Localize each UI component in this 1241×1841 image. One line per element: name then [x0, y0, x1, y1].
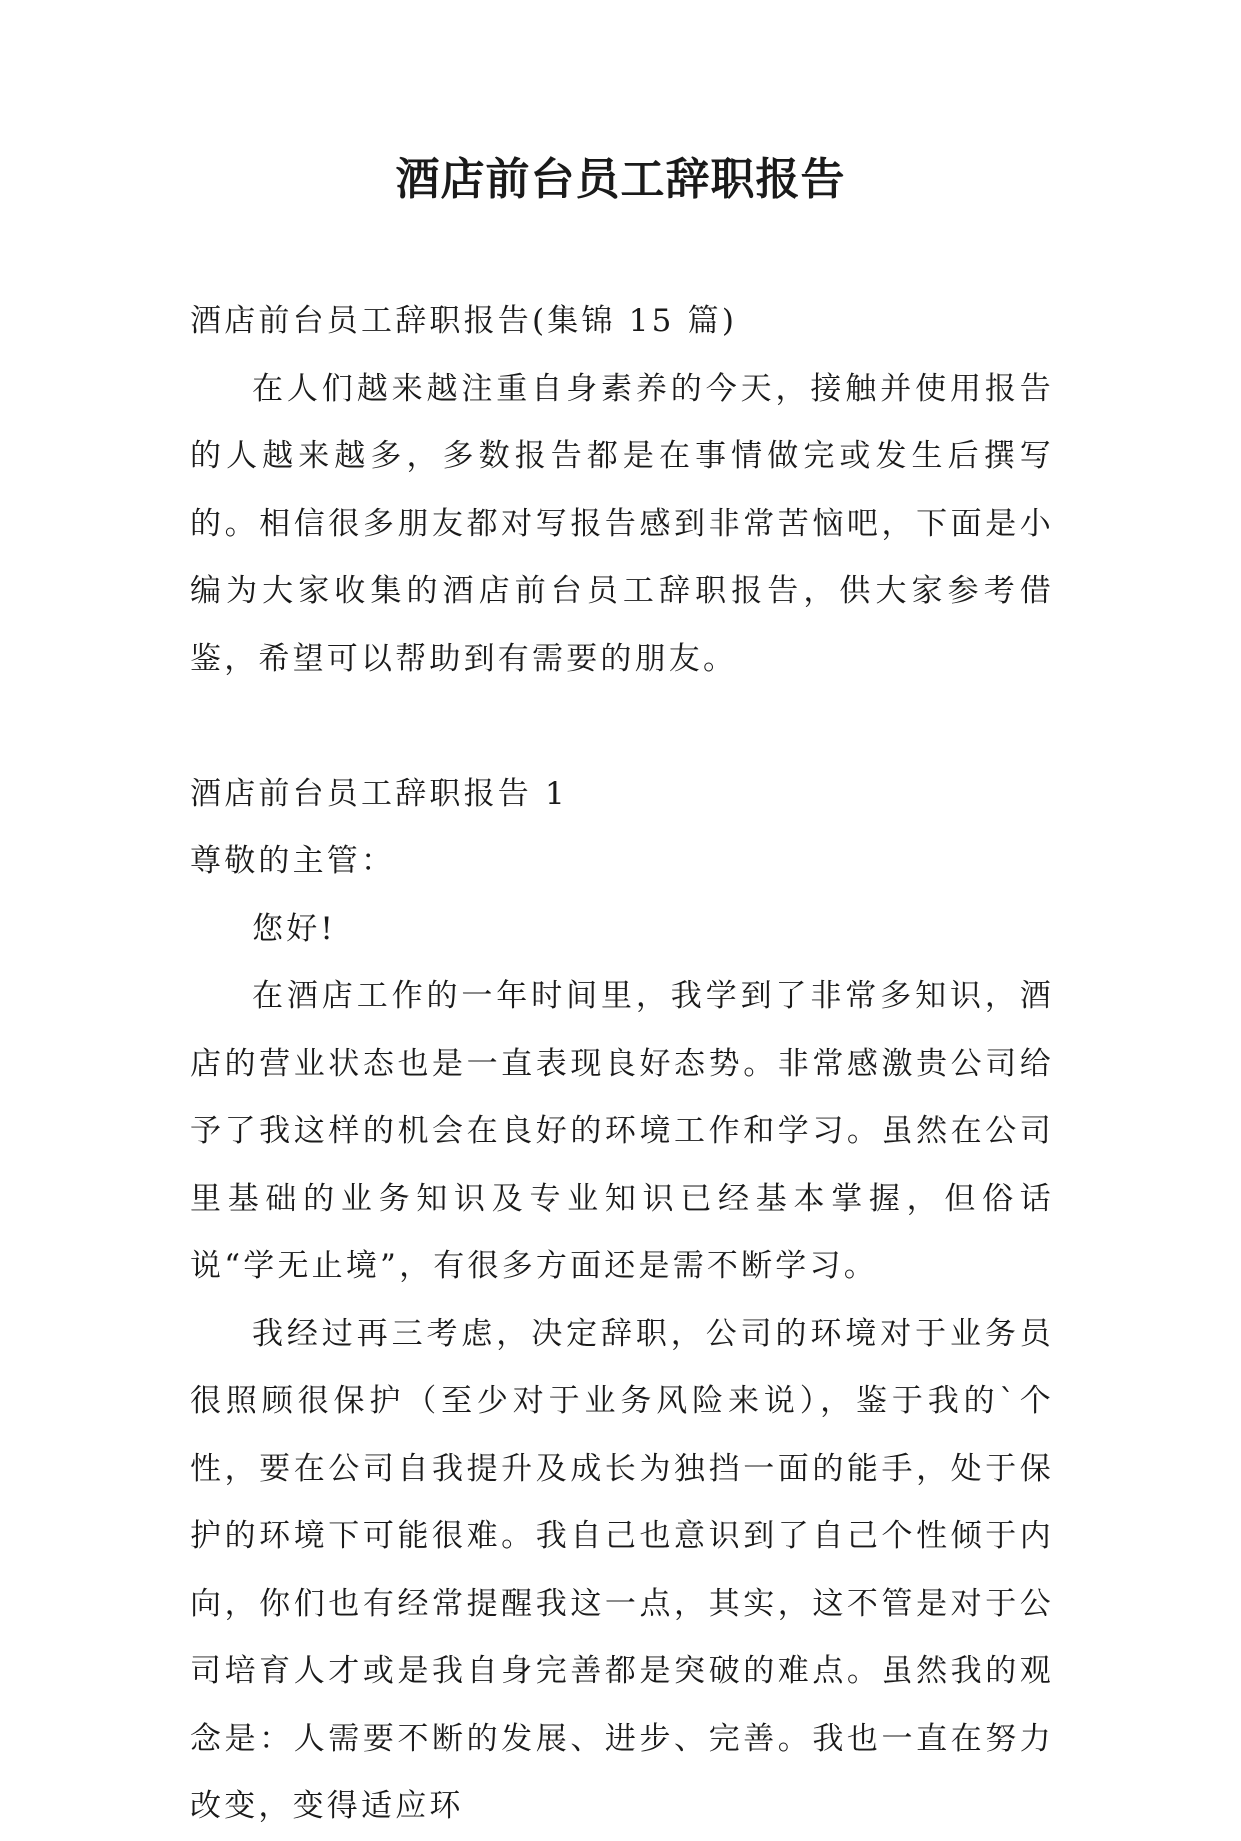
body-paragraph-1: 在酒店工作的一年时间里，我学到了非常多知识，酒店的营业状态也是一直表现良好态势。非常感激贵公司给予了我这样的机会在良好的环境工作和学习。虽然在公司里基础的业务知识及专业知识已经基本掌握，但俗话说“学无止境”，有很多方面还是需不断学习。	[190, 978, 1054, 1284]
section-heading: 酒店前台员工辞职报告 1	[190, 775, 568, 812]
document-title: 酒店前台员工辞职报告	[395, 154, 846, 205]
salutation: 尊敬的主管：	[190, 843, 396, 879]
body-paragraph-2: 我经过再三考虑，决定辞职，公司的环境对于业务员很照顾很保护（至少对于业务风险来说），鉴于我的`个性，要在公司自我提升及成长为独挡一面的能手，处于保护的环境下可能很难。我自己也意识到了自己个性倾于内向，你们也有经常提醒我这一点，其实，这不管是对于公司培育人才或是我自身完善都是突破的难点。虽然我的观念是：人需要不断的发展、进步、完善。我也一直在努力改变，变得适应环	[190, 1315, 1054, 1824]
paragraph-spacer	[190, 693, 1054, 761]
document-body	[190, 288, 1054, 1841]
intro-paragraph: 在人们越来越注重自身素养的今天，接触并使用报告的人越来越多，多数报告都是在事情做完或发生后撰写的。相信很多朋友都对写报告感到非常苦恼吧，下面是小编为大家收集的酒店前台员工辞职报告，供大家参考借鉴，希望可以帮助到有需要的朋友。	[190, 370, 1054, 677]
document-subtitle: 酒店前台员工辞职报告(集锦 15 篇)	[190, 303, 738, 339]
greeting: 您好!	[252, 910, 337, 947]
